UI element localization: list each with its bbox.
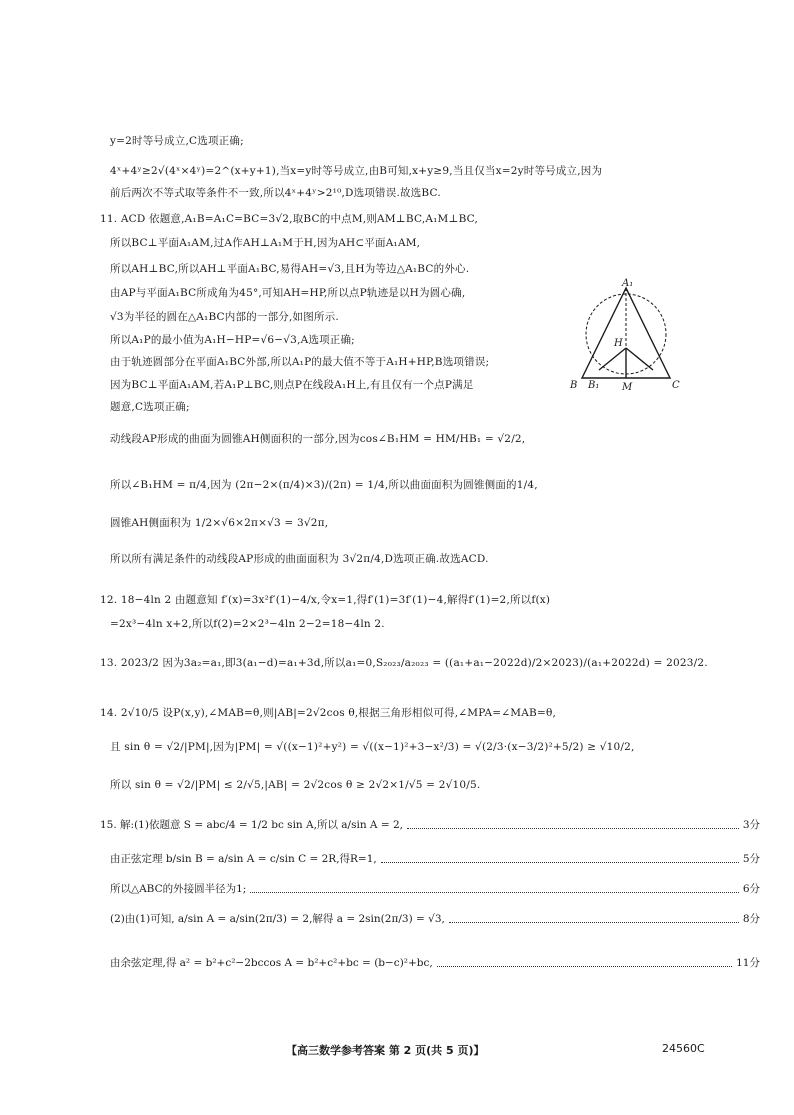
text-line: 所以A₁P的最小值为A₁H−HP=√6−√3,A选项正确;	[110, 334, 355, 346]
triangle-circle-figure	[566, 278, 696, 398]
leader-dots	[407, 828, 739, 829]
text-line: 由于轨迹圆部分在平面A₁BC外部,所以A₁P的最大值不等于A₁H+HP,B选项错误;	[110, 356, 490, 368]
scored-line-text: 由余弦定理,得 a² = b²+c²−2bccos A = b²+c²+bc = (b−c)²+bc,	[110, 957, 433, 969]
score-points: 11分	[736, 957, 760, 969]
label-b: B	[570, 380, 578, 391]
scored-line-text: 所以△ABC的外接圆半径为1;	[110, 883, 247, 895]
text-line: 动线段AP形成的曲面为圆锥AH侧面积的一部分,因为cos∠B₁HM = HM/HB₁ = √2/2,	[110, 433, 526, 445]
text-line: 所以所有满足条件的动线段AP形成的曲面面积为 3√2π/4,D选项正确.故选ACD.	[110, 553, 489, 565]
score-points: 6分	[742, 883, 760, 895]
text-line: 前后两次不等式取等条件不一致,所以4ˣ+4ʸ>2¹⁰,D选项错误.故选BC.	[110, 187, 441, 199]
text-line: 4ˣ+4ʸ≥2√(4ˣ×4ʸ)=2^(x+y+1),当x=y时等号成立,由B可知,x+y≥9,当且仅当x=2y时等号成立,因为	[110, 165, 603, 177]
text-line: 因为BC⊥平面A₁AM,若A₁P⊥BC,则点P在线段A₁H上,有且仅有一个点P满足	[110, 379, 474, 391]
score-points: 3分	[742, 819, 760, 831]
leader-dots	[437, 966, 732, 967]
scored-line-text: 15. 解:(1)依题意 S = abc/4 = 1/2 bc sin A,所以 a/sin A = 2,	[100, 819, 404, 831]
question-13-answer: 13. 2023/2 因为3a₂=a₁,即3(a₁−d)=a₁+3d,所以a₁=0,S₂₀₂₃/a₂₀₂₃ = ((a₁+a₁−2022d)/2×2023)/(a₁+2022d) = 2023/2.	[100, 657, 708, 669]
label-m: M	[622, 382, 633, 393]
text-line: y=2时等号成立,C选项正确;	[110, 135, 244, 147]
leader-dots	[449, 922, 739, 923]
score-points: 5分	[742, 853, 760, 865]
text-line: 题意,C选项正确;	[110, 401, 190, 413]
leader-dots	[381, 862, 739, 863]
score-points: 8分	[742, 913, 760, 925]
leader-dots	[250, 892, 738, 893]
text-line: 所以BC⊥平面A₁AM,过A作AH⊥A₁M于H,因为AH⊂平面A₁AM,	[110, 237, 421, 249]
label-h: H	[614, 338, 623, 349]
label-c: C	[672, 380, 680, 391]
text-line: 所以AH⊥BC,所以AH⊥平面A₁BC,易得AH=√3,且H为等边△A₁BC的外心.	[110, 263, 470, 275]
scored-line-text: 由正弦定理 b/sin B = a/sin A = c/sin C = 2R,得R=1,	[110, 853, 377, 865]
text-line: 且 sin θ = √2/|PM|,因为|PM| = √((x−1)²+y²) = √((x−1)²+3−x²/3) = √(2/3·(x−3/2)²+5/2) ≥ √10/2,	[110, 741, 635, 753]
text-line: √3为半径的圆在△A₁BC内部的一部分,如图所示.	[110, 311, 339, 323]
text-line: 由AP与平面A₁BC所成角为45°,可知AH=HP,所以点P轨迹是以H为圆心确,	[110, 287, 466, 299]
scored-line	[100, 818, 760, 832]
document-code: 24560C	[662, 1042, 705, 1055]
page-footer-title: 【高三数学参考答案 第 2 页(共 5 页)】	[286, 1044, 485, 1057]
hp-segment	[599, 348, 626, 370]
scored-line	[110, 882, 760, 896]
scored-line	[110, 912, 760, 926]
scored-line	[110, 956, 760, 970]
label-b1: B₁	[588, 380, 600, 391]
question-12-answer: 12. 18−4ln 2 由题意知 f′(x)=3x²f′(1)−4/x,令x=1,得f′(1)=3f′(1)−4,解得f′(1)=2,所以f(x)	[100, 594, 551, 606]
text-line: 所以 sin θ = √2/|PM| ≤ 2/√5,|AB| = 2√2cos θ ≥ 2√2×1/√5 = 2√10/5.	[110, 779, 481, 791]
text-line: 所以∠B₁HM = π/4,因为 (2π−2×(π/4)×3)/(2π) = 1/4,所以曲面面积为圆锥侧面的1/4,	[110, 479, 538, 491]
label-a1: A₁	[622, 278, 634, 289]
question-14-answer: 14. 2√10/5 设P(x,y),∠MAB=θ,则|AB|=2√2cos θ,根据三角形相似可得,∠MPA=∠MAB=θ,	[100, 707, 556, 719]
text-line: =2x³−4ln x+2,所以f(2)=2×2³−4ln 2−2=18−4ln 2.	[110, 618, 385, 630]
question-11-answer: 11. ACD 依题意,A₁B=A₁C=BC=3√2,取BC的中点M,则AM⊥BC,A₁M⊥BC,	[100, 213, 479, 225]
scored-line-text: (2)由(1)可知, a/sin A = a/sin(2π/3) = 2,解得 a = 2sin(2π/3) = √3,	[110, 913, 445, 925]
scored-line	[110, 852, 760, 866]
text-line: 圆锥AH侧面积为 1/2×√6×2π×√3 = 3√2π,	[110, 517, 329, 529]
hp-segment	[626, 348, 653, 370]
